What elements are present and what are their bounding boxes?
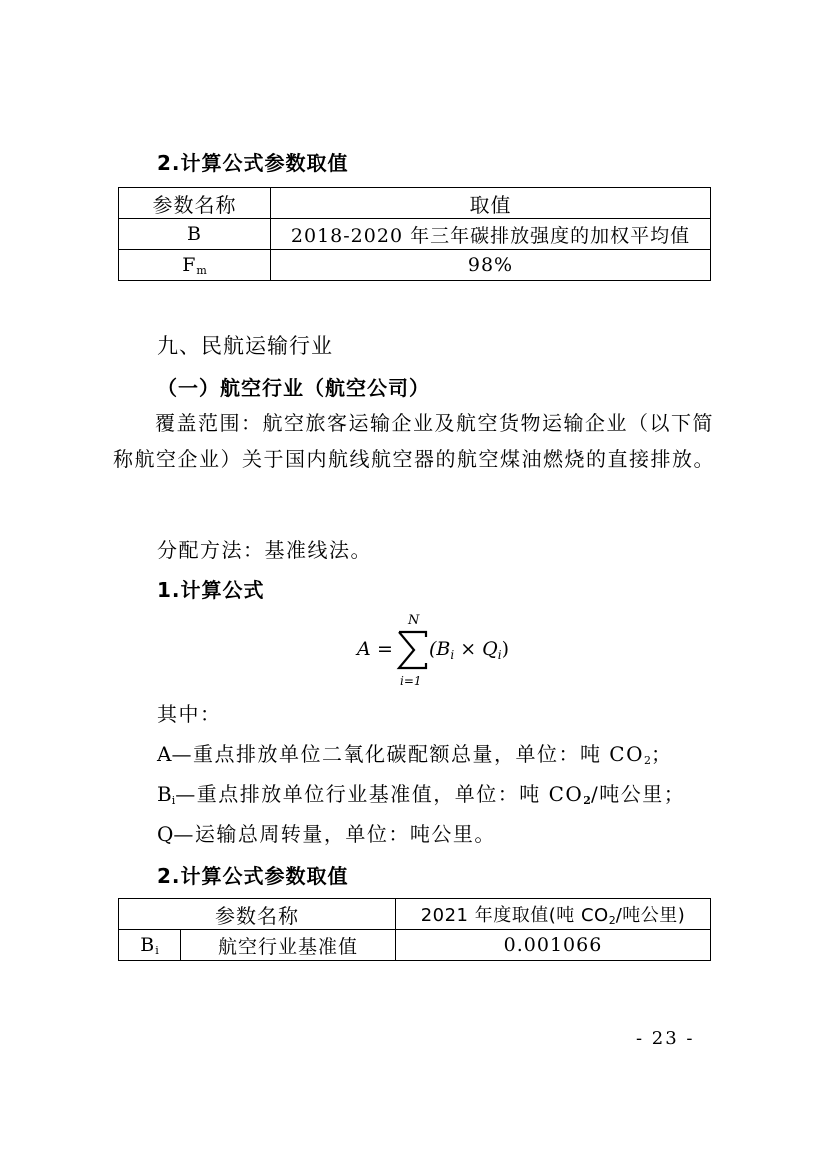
method-paragraph: 分配方法：基准线法。: [157, 538, 372, 562]
table1-param-f: $F_m$: [119, 250, 271, 281]
formula-heading: 1.计算公式: [157, 578, 265, 602]
definition-q: Q—运输总周转量，单位：吨公里。: [157, 822, 496, 846]
table-row: [119, 250, 711, 281]
table1-header-value: 取值: [271, 188, 711, 219]
table1-value-f: 98%: [271, 250, 711, 281]
table-row: [119, 930, 711, 961]
formula-upper-limit: N: [408, 613, 420, 628]
section-heading-parameters-2: 2.计算公式参数取值: [157, 864, 349, 888]
table2-header-value: 2021 年度取值(吨 $CO_2/$吨公里): [396, 899, 711, 930]
coverage-paragraph: 覆盖范围：航空旅客运输企业及航空货物运输企业（以下简称航空企业）关于国内航线航空器的航空煤油燃烧的直接排放。: [113, 411, 715, 471]
definition-a: A—重点排放单位二氧化碳配额总量，单位：吨 $CO_2$；: [157, 742, 673, 767]
formula-lhs: A: [357, 638, 371, 660]
table1-header-name: 参数名称: [119, 188, 271, 219]
parameter-table-1: [118, 187, 711, 281]
table1-value-b: 2018-2020 年三年碳排放强度的加权平均值: [271, 219, 711, 250]
page-number: - 23 -: [636, 1028, 695, 1049]
table2-header-name: 参数名称: [119, 899, 396, 930]
formula-equals: =: [377, 638, 393, 660]
table2-value: 0.001066: [396, 930, 711, 961]
parameter-table-2: [118, 898, 711, 961]
formula-lower-limit: i=1: [400, 674, 422, 688]
section-heading-parameters-1: 2.计算公式参数取值: [157, 151, 349, 175]
summation-sign: [399, 632, 426, 668]
table2-name: 航空行业基准值: [181, 930, 396, 961]
table2-symbol: $B_i$: [119, 930, 181, 961]
section-subtitle: （一）航空行业（航空公司）: [157, 376, 430, 400]
where-label: 其中：: [157, 702, 222, 726]
table-row: [119, 219, 711, 250]
section-title: 九、民航运输行业: [157, 334, 333, 358]
formula: [355, 610, 535, 690]
table1-param-b: B: [119, 219, 271, 250]
definition-b: $B_i—$重点排放单位行业基准值，单位：吨 $CO_2/$吨公里；: [157, 782, 686, 807]
formula-body: $(B_i \times Q_i)$: [429, 638, 509, 662]
